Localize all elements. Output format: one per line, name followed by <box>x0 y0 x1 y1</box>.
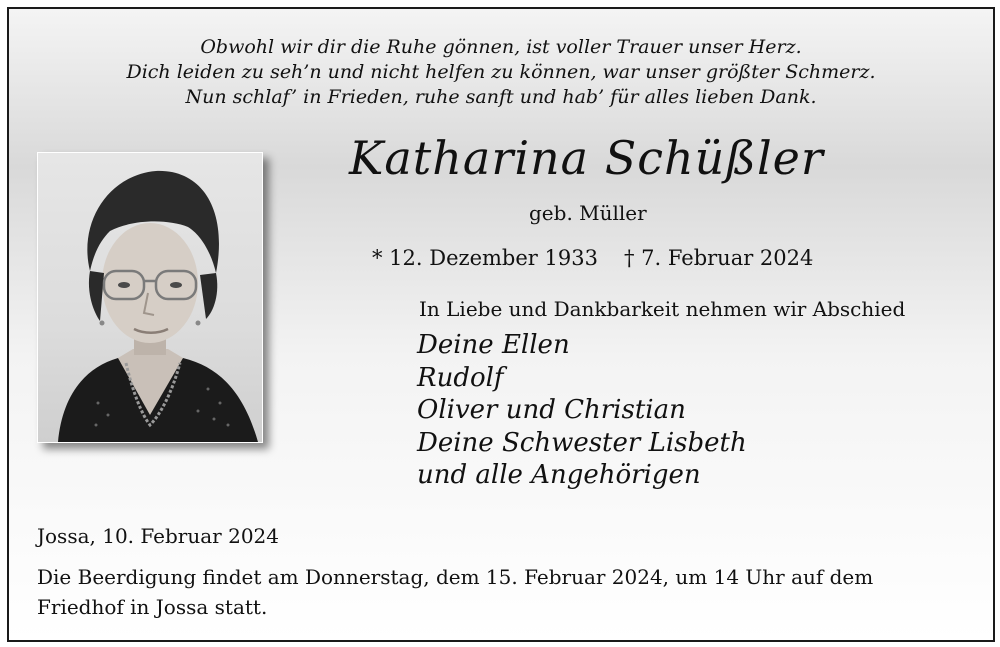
birth-date: * 12. Dezember 1933 <box>372 246 598 270</box>
poem <box>9 35 993 110</box>
deceased-name: Katharina Schüßler <box>349 131 824 185</box>
death-date: † 7. Februar 2024 <box>623 246 814 270</box>
place-and-date: Jossa, 10. Februar 2024 <box>37 524 279 548</box>
mourner: Rudolf <box>417 362 504 393</box>
poem-line: Dich leiden zu seh’n und nicht helfen zu können, war unser größter Schmerz. <box>126 61 876 83</box>
obituary-notice <box>7 7 995 642</box>
mourner: und alle Angehörigen <box>417 460 701 490</box>
maiden-name: geb. Müller <box>529 201 647 225</box>
funeral-info: Die Beerdigung findet am Donnerstag, dem 15. Februar 2024, um 14 Uhr auf dem Friedhof in Jossa statt. <box>37 565 874 619</box>
portrait-image <box>38 153 262 442</box>
mourner: Oliver und Christian <box>417 395 686 425</box>
poem-line: Nun schlaf’ in Frieden, ruhe sanft und hab’ für alles lieben Dank. <box>185 86 817 108</box>
mourner: Deine Schwester Lisbeth <box>417 427 747 458</box>
life-dates <box>372 246 813 270</box>
poem-line: Obwohl wir dir die Ruhe gönnen, ist voller Trauer unser Herz. <box>200 36 802 58</box>
portrait-photo <box>37 152 263 443</box>
mourner: Deine Ellen <box>417 330 570 360</box>
farewell-intro: In Liebe und Dankbarkeit nehmen wir Abschied <box>419 297 906 321</box>
mourners-list <box>417 329 747 492</box>
